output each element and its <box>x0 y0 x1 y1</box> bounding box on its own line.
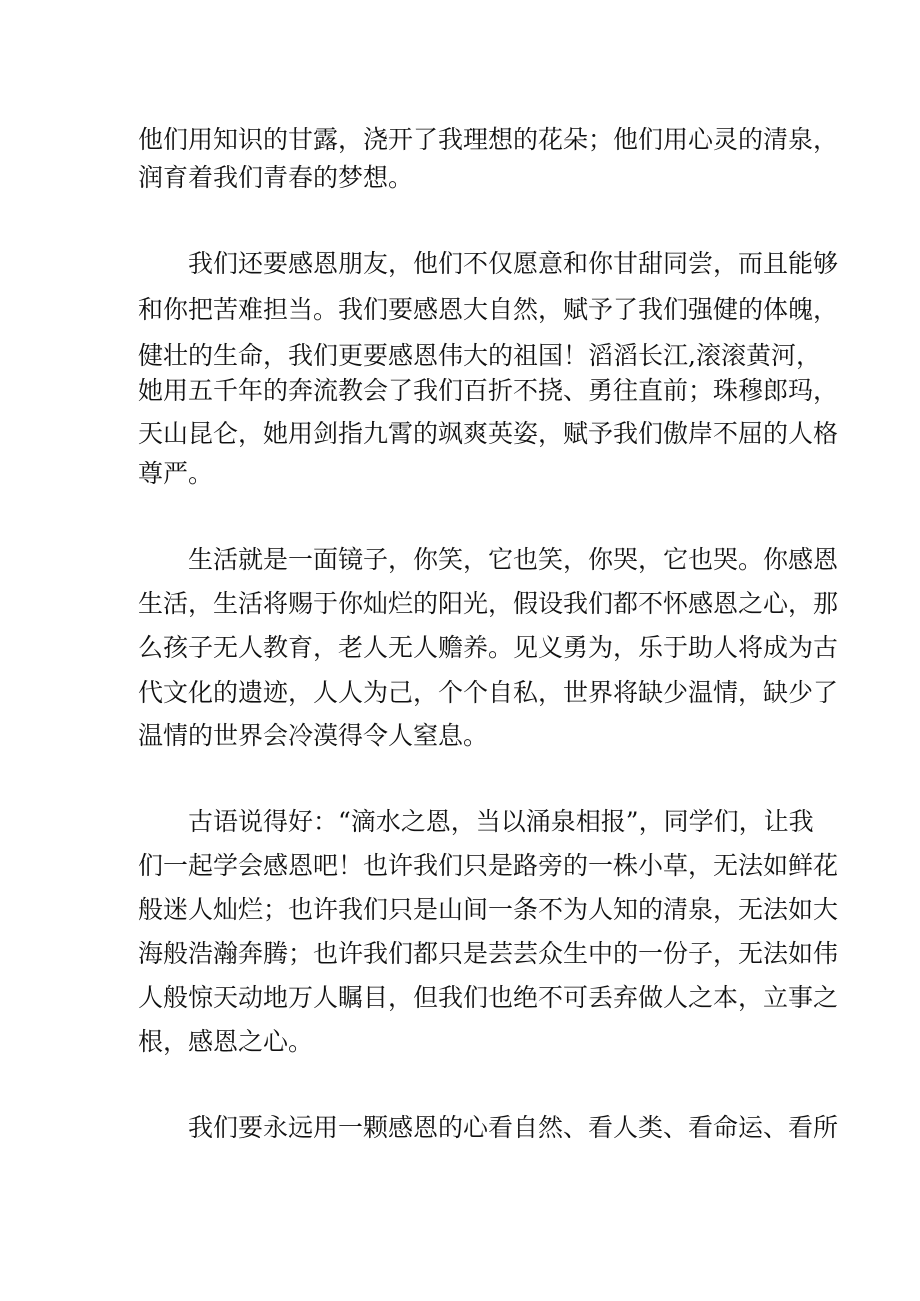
text-line: 代文化的遗迹，人人为己，个个自私，世界将缺少温情，缺少了 <box>138 678 839 707</box>
text-line: 天山昆仑，她用剑指九霄的飒爽英姿，赋予我们傲岸不屈的人格 <box>138 419 839 448</box>
text-line: 健壮的生命，我们更要感恩伟大的祖国！滔滔长江,滚滚黄河， <box>138 341 821 370</box>
text-line: 温情的世界会冷漠得令人窒息。 <box>138 721 489 750</box>
text-line: 她用五千年的奔流教会了我们百折不挠、勇往直前；珠穆郎玛， <box>138 376 839 405</box>
text-line: 古语说得好：“滴水之恩，当以涌泉相报”，同学们，让我 <box>188 807 814 836</box>
text-line: 般迷人灿烂；也许我们只是山间一条不为人知的清泉，无法如大 <box>138 895 839 924</box>
text-line: 我们还要感恩朋友，他们不仅愿意和你甘甜同尝，而且能够 <box>188 249 839 278</box>
text-line: 海般浩瀚奔腾；也许我们都只是芸芸众生中的一份子，无法如伟 <box>138 939 839 968</box>
text-line: 润育着我们青春的梦想。 <box>138 163 414 192</box>
text-line: 根，感恩之心。 <box>138 1027 314 1056</box>
text-line: 我们要永远用一颗感恩的心看自然、看人类、看命运、看所 <box>188 1113 839 1142</box>
text-line: 生活就是一面镜子，你笑，它也笑，你哭，它也哭。你感恩 <box>188 545 839 574</box>
text-line: 生活，生活将赐于你灿烂的阳光，假设我们都不怀感恩之心，那 <box>138 589 839 618</box>
text-line: 和你把苦难担当。我们要感恩大自然，赋予了我们强健的体魄， <box>138 295 839 324</box>
text-line: 他们用知识的甘露，浇开了我理想的花朵；他们用心灵的清泉， <box>138 125 839 154</box>
text-line: 尊严。 <box>138 459 214 488</box>
text-line: 人般惊天动地万人瞩目，但我们也绝不可丢弃做人之本，立事之 <box>138 983 839 1012</box>
text-line: 么孩子无人教育，老人无人赡养。见义勇为，乐于助人将成为古 <box>138 633 839 662</box>
text-line: 们一起学会感恩吧！也许我们只是路旁的一株小草，无法如鲜花 <box>138 851 839 880</box>
